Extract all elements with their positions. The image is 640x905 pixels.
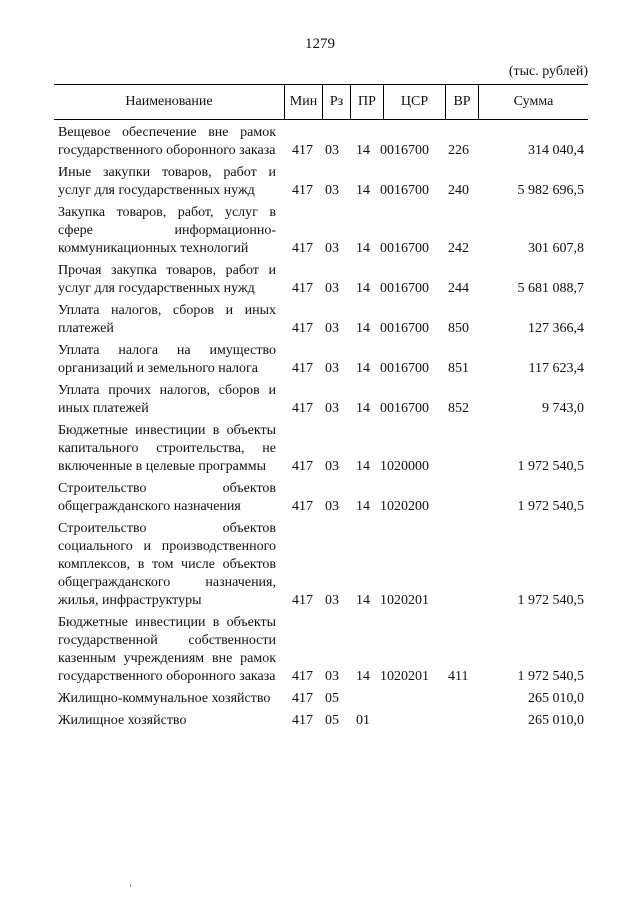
cell-rz: 03 [325, 143, 339, 158]
cell-min: 417 [292, 241, 313, 256]
col-header-name: Наименование [125, 94, 213, 109]
cell-min: 417 [292, 281, 313, 296]
cell-min: 417 [292, 713, 313, 728]
row-name: Жилищное хозяйство [58, 713, 187, 728]
col-header-sum: Сумма [478, 85, 588, 119]
cell-rz: 03 [325, 669, 339, 684]
cell-vr: 852 [448, 401, 469, 416]
table-row [58, 382, 586, 418]
cell-csr: 0016700 [380, 401, 429, 416]
row-name: Уплата налога на имущество организаций и земельного налога [58, 343, 276, 376]
table-row [58, 204, 586, 258]
cell-min: 417 [292, 691, 313, 706]
cell-sum: 1 972 540,5 [517, 499, 584, 514]
cell-rz: 03 [325, 499, 339, 514]
cell-csr: 1020000 [380, 459, 429, 474]
cell-rz: 05 [325, 691, 339, 706]
cell-vr: 850 [448, 321, 469, 336]
cell-pr: 14 [356, 459, 370, 474]
row-name: Уплата прочих налогов, сборов и иных платежей [58, 383, 276, 416]
table-header [54, 84, 588, 120]
units-note: (тыс. рублей) [508, 64, 588, 79]
table-row [58, 342, 586, 378]
cell-sum: 301 607,8 [528, 241, 584, 256]
row-name: Бюджетные инвестиции в объекты государственной собственности казенным учреждениям вне рамок государственного оборонного заказа [58, 615, 276, 684]
cell-sum: 5 982 696,5 [517, 183, 584, 198]
cell-vr: 240 [448, 183, 469, 198]
col-header-min: Мин [284, 85, 322, 119]
cell-rz: 03 [325, 321, 339, 336]
table-row [58, 712, 586, 730]
cell-min: 417 [292, 321, 313, 336]
cell-sum: 5 681 088,7 [517, 281, 584, 296]
cell-pr: 14 [356, 241, 370, 256]
cell-pr: 14 [356, 361, 370, 376]
table-row [58, 164, 586, 200]
table-row [58, 480, 586, 516]
cell-pr: 14 [356, 183, 370, 198]
row-name: Строительство объектов социального и производственного комплексов, в том числе объектов общегражданского назначения, жилья, инфраструктуры [58, 521, 276, 608]
cell-vr: 226 [448, 143, 469, 158]
cell-csr: 0016700 [380, 183, 429, 198]
cell-pr: 14 [356, 669, 370, 684]
cell-sum: 314 040,4 [528, 143, 584, 158]
cell-sum: 1 972 540,5 [517, 669, 584, 684]
cell-csr: 0016700 [380, 281, 429, 296]
cell-rz: 03 [325, 241, 339, 256]
cell-pr: 01 [356, 713, 370, 728]
cell-pr: 14 [356, 143, 370, 158]
cell-min: 417 [292, 143, 313, 158]
table-row [58, 302, 586, 338]
cell-sum: 1 972 540,5 [517, 593, 584, 608]
cell-csr: 0016700 [380, 143, 429, 158]
cell-sum: 265 010,0 [528, 713, 584, 728]
cell-rz: 03 [325, 401, 339, 416]
table-row [58, 520, 586, 610]
cell-rz: 03 [325, 361, 339, 376]
cell-min: 417 [292, 499, 313, 514]
cell-min: 417 [292, 593, 313, 608]
cell-vr: 851 [448, 361, 469, 376]
table-row [58, 690, 586, 708]
cell-csr: 0016700 [380, 321, 429, 336]
cell-min: 417 [292, 401, 313, 416]
col-header-vr: ВР [445, 85, 478, 119]
col-header-csr: ЦСР [383, 85, 445, 119]
cell-min: 417 [292, 669, 313, 684]
cell-rz: 03 [325, 593, 339, 608]
cell-sum: 127 366,4 [528, 321, 584, 336]
col-header-pr: ПР [350, 85, 383, 119]
cell-vr: 411 [448, 669, 469, 684]
cell-rz: 03 [325, 183, 339, 198]
cell-csr: 1020200 [380, 499, 429, 514]
cell-sum: 1 972 540,5 [517, 459, 584, 474]
cell-sum: 117 623,4 [528, 361, 584, 376]
cell-sum: 265 010,0 [528, 691, 584, 706]
row-name: Вещевое обеспечение вне рамок государственного оборонного заказа [58, 125, 276, 158]
col-header-rz: Рз [322, 85, 350, 119]
row-name: Уплата налогов, сборов и иных платежей [58, 303, 276, 336]
cell-sum: 9 743,0 [542, 401, 584, 416]
cell-csr: 0016700 [380, 241, 429, 256]
cell-csr: 1020201 [380, 669, 429, 684]
cell-pr: 14 [356, 281, 370, 296]
table-row [58, 422, 586, 476]
cell-rz: 05 [325, 713, 339, 728]
cell-rz: 03 [325, 459, 339, 474]
cell-csr: 0016700 [380, 361, 429, 376]
cell-min: 417 [292, 361, 313, 376]
cell-min: 417 [292, 183, 313, 198]
cell-rz: 03 [325, 281, 339, 296]
cell-min: 417 [292, 459, 313, 474]
row-name: Бюджетные инвестиции в объекты капитального строительства, не включенные в целевые программы [58, 423, 276, 474]
row-name: Строительство объектов общегражданского назначения [58, 481, 276, 514]
cell-vr: 244 [448, 281, 469, 296]
scan-mark [130, 884, 131, 887]
cell-pr: 14 [356, 321, 370, 336]
table-row [58, 614, 586, 686]
cell-csr: 1020201 [380, 593, 429, 608]
row-name: Закупка товаров, работ, услуг в сфере информационно-коммуникационных технологий [58, 205, 276, 256]
table-body [58, 124, 586, 734]
page-number: 1279 [305, 36, 335, 52]
cell-pr: 14 [356, 401, 370, 416]
table-row [58, 262, 586, 298]
row-name: Иные закупки товаров, работ и услуг для государственных нужд [58, 165, 276, 198]
cell-pr: 14 [356, 499, 370, 514]
cell-vr: 242 [448, 241, 469, 256]
row-name: Жилищно-коммунальное хозяйство [58, 691, 271, 706]
row-name: Прочая закупка товаров, работ и услуг для государственных нужд [58, 263, 276, 296]
cell-pr: 14 [356, 593, 370, 608]
table-row [58, 124, 586, 160]
